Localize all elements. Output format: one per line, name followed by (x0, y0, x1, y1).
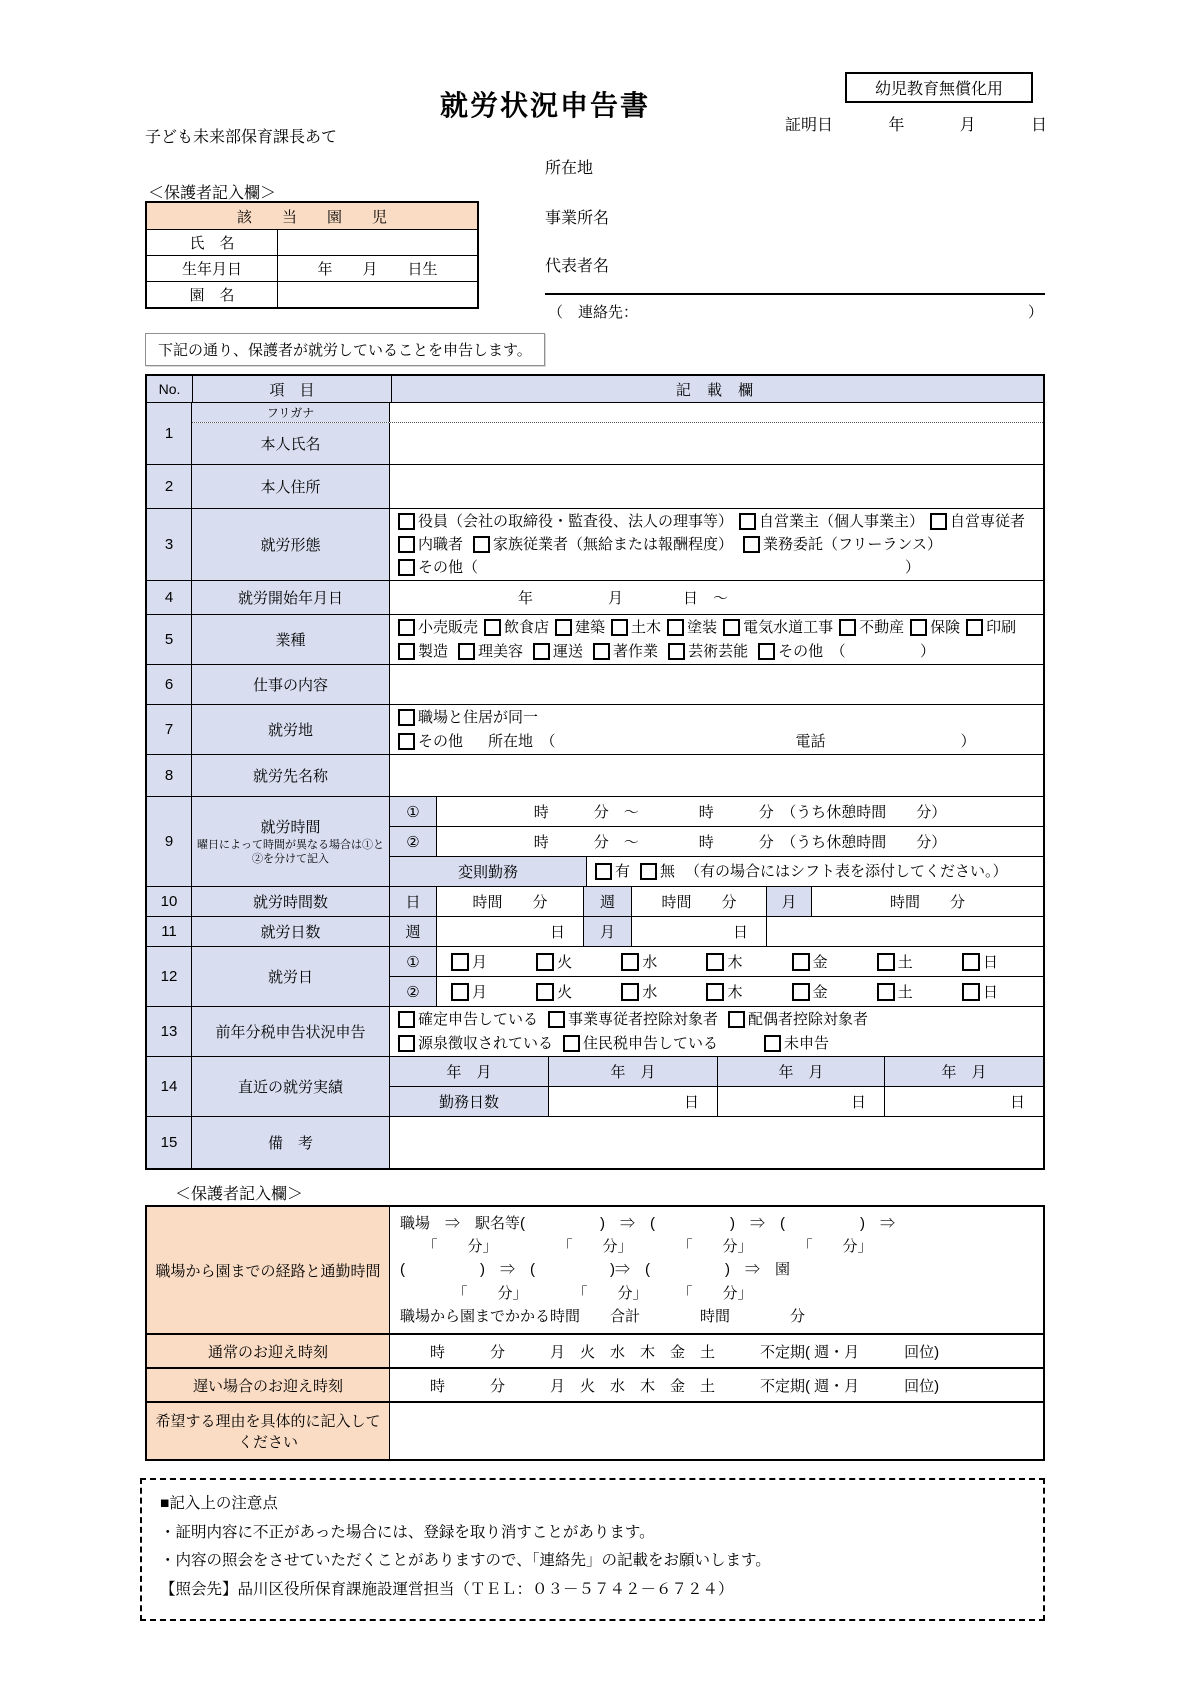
row-number: 15 (147, 1117, 192, 1168)
checkbox-label: 土 (897, 984, 913, 1001)
table-row-reason (147, 1401, 1043, 1459)
checkbox-option[interactable] (536, 981, 572, 1002)
checkbox-option[interactable] (667, 616, 717, 639)
route-line: 職場 ⇒ 駅名等( ) ⇒ ( ) ⇒ ( ) ⇒ (400, 1214, 895, 1232)
checkbox-icon[interactable] (962, 983, 980, 1001)
garden-name-input[interactable] (278, 282, 477, 307)
row-number: 2 (147, 465, 192, 508)
route-label: 職場から園までの経路と通勤時間 (147, 1207, 390, 1333)
checkbox-option[interactable] (739, 510, 924, 533)
checkbox-option[interactable] (555, 616, 605, 639)
workdays-checkboxes-2 (437, 977, 1043, 1006)
pickup-normal-input[interactable]: 時 分 月 火 水 木 金 土 不定期( 週・月 回位) (400, 1343, 940, 1361)
checkbox-label: 日 (982, 954, 998, 971)
checkbox-label: 役員（会社の取締役・監査役、法人の理事等） (418, 512, 734, 530)
cert-date-label: 証明日 (785, 117, 834, 134)
table-row-1 (147, 402, 1043, 464)
checkbox-option[interactable] (398, 706, 538, 729)
row-label: 仕事の内容 (192, 665, 390, 704)
circled-one-label: ① (390, 797, 437, 826)
checkbox-option[interactable] (764, 1032, 829, 1055)
row-number: 7 (147, 705, 192, 754)
row-number: 10 (147, 887, 192, 916)
checkbox-label: 自営業主（個人事業主） (759, 512, 925, 530)
recent-month-header-4[interactable]: 年 月 (885, 1057, 1043, 1086)
table-row-9 (147, 796, 1043, 886)
row-label: 就労形態 (192, 509, 390, 580)
checkbox-label: 金 (812, 954, 828, 971)
checkbox-line (398, 616, 1035, 639)
row-number: 11 (147, 917, 192, 946)
address-input[interactable] (390, 465, 1043, 508)
checkbox-icon[interactable] (792, 983, 810, 1001)
checkbox-icon[interactable] (548, 1011, 565, 1028)
checkbox-option[interactable] (728, 1008, 868, 1031)
row-label: 備 考 (192, 1117, 390, 1168)
checkbox-label: 芸術芸能 (688, 642, 749, 660)
checkbox-label: 確定申告している (418, 1011, 539, 1029)
checkbox-option[interactable] (621, 951, 657, 972)
addressee: 子ども未来部保育課長あて (145, 129, 338, 146)
cert-day-label: 日 (1030, 117, 1047, 134)
table-row-3 (147, 508, 1043, 580)
checkbox-option[interactable] (398, 640, 448, 663)
work-location-options (390, 705, 1043, 754)
checkbox-label: 事業専従者控除対象者 (568, 1011, 719, 1029)
checkbox-label: その他 (418, 732, 464, 750)
row-number: 8 (147, 755, 192, 796)
checkbox-label: 火 (557, 984, 573, 1001)
checkbox-label: 日 (982, 984, 998, 1001)
row-label: 本人氏名 (192, 423, 390, 464)
checkbox-icon[interactable] (764, 1035, 781, 1052)
checkbox-label: 月 (472, 984, 488, 1001)
checkbox-option[interactable] (621, 981, 657, 1002)
checkbox-label: 配偶者控除対象者 (748, 1011, 869, 1029)
checkbox-label: 未申告 (784, 1034, 830, 1052)
checkbox-icon[interactable] (792, 953, 810, 971)
checkbox-icon[interactable] (728, 1011, 745, 1028)
checkbox-label: 源泉徴収されている (418, 1034, 554, 1052)
child-name-label: 氏 名 (147, 230, 278, 255)
declaration-statement: 下記の通り、保護者が就労していることを申告します。 (145, 333, 545, 366)
route-line: 「 分」 「 分」 「 分」 「 分」 (400, 1238, 873, 1256)
checkbox-icon[interactable] (451, 983, 469, 1001)
route-line: 職場から園までかかる時間 合計 時間 分 (400, 1307, 806, 1325)
checkbox-option[interactable] (640, 860, 675, 883)
checkbox-option[interactable] (930, 510, 1025, 533)
checkbox-label: 金 (812, 984, 828, 1001)
table-row-15 (147, 1116, 1043, 1168)
checkbox-label: 製造 (418, 642, 449, 660)
row-label: 就労地 (192, 705, 390, 754)
checkbox-label: 飲食店 (504, 619, 550, 637)
close-paren: ） (904, 559, 920, 577)
col-entry-header: 記 載 欄 (675, 381, 760, 399)
row-label: 就労時間数 (192, 887, 390, 916)
checkbox-option[interactable] (563, 1032, 718, 1055)
notes-line: ・証明内容に不正があった場合には、登録を取り消すことがあります。 (160, 1523, 655, 1541)
checkbox-icon[interactable] (723, 619, 740, 636)
checkbox-option[interactable] (398, 730, 463, 753)
purpose-tag-box: 幼児教育無償化用 (845, 72, 1033, 103)
row-label: 就労日数 (192, 917, 390, 946)
close-paren: ） (919, 642, 935, 660)
furigana-label: フリガナ (192, 403, 390, 422)
row-number: 3 (147, 509, 192, 580)
checkbox-label: 水 (642, 984, 658, 1001)
checkbox-line (398, 533, 1035, 556)
checkbox-option[interactable] (706, 981, 742, 1002)
table-row-pickup-normal (147, 1333, 1043, 1367)
checkbox-label: 家族従業者（無給または報酬程度） (493, 535, 734, 553)
checkbox-line (398, 510, 1035, 533)
checkbox-label: 業務委託（フリーランス） (763, 535, 942, 553)
guardian-entry-heading-top: ＜保護者記入欄＞ (148, 185, 277, 202)
checkbox-icon[interactable] (458, 643, 475, 660)
child-birth-input[interactable]: 年 月 日生 (317, 261, 438, 278)
table-row-6 (147, 664, 1043, 704)
employment-type-options (390, 509, 1043, 580)
checkbox-label: 自営専従者 (950, 512, 1026, 530)
checkbox-icon[interactable] (536, 953, 554, 971)
checkbox-label: 小売販売 (418, 619, 479, 637)
checkbox-label: 著作業 (613, 642, 659, 660)
work-hours-input-2[interactable]: 時 分 ～ 時 分 （うち休憩時間 分） (533, 834, 947, 851)
table-row (147, 256, 477, 282)
checkbox-icon[interactable] (398, 1035, 415, 1052)
checkbox-option[interactable] (743, 533, 942, 556)
row-number: 12 (147, 947, 192, 1006)
notes-line: ・内容の照会をさせていただくことがありますので、「連絡先」の記載をお願いします。 (160, 1552, 771, 1570)
reason-label: 希望する理由を具体的に記入してください (147, 1403, 390, 1459)
name-input[interactable] (390, 423, 1043, 464)
checkbox-icon[interactable] (877, 983, 895, 1001)
checkbox-label: 木 (727, 954, 743, 971)
checkbox-icon[interactable] (743, 536, 760, 553)
checkbox-label: 月 (472, 954, 488, 971)
checkbox-option[interactable] (611, 616, 661, 639)
checkbox-option[interactable] (398, 616, 478, 639)
checkbox-label: 運送 (553, 642, 584, 660)
checkbox-icon[interactable] (398, 513, 415, 530)
checkbox-icon[interactable] (473, 536, 490, 553)
table-row-7 (147, 704, 1043, 754)
checkbox-line (398, 706, 1035, 729)
main-table (145, 374, 1045, 1170)
employer-location-label: 所在地 (545, 160, 594, 177)
checkbox-label: 理美容 (478, 642, 524, 660)
workdays-count-label: 勤務日数 (390, 1087, 549, 1116)
job-description-input[interactable] (390, 665, 1043, 704)
cert-year-label: 年 (888, 117, 905, 134)
contact-close-label: ） (1027, 304, 1043, 321)
checkbox-label: 木 (727, 984, 743, 1001)
irregular-shift-label: 変則勤務 (390, 857, 587, 886)
checkbox-icon[interactable] (910, 619, 927, 636)
checkbox-option[interactable] (723, 616, 833, 639)
industry-options (390, 615, 1043, 664)
row-label: 就労開始年月日 (192, 581, 390, 614)
workdays-count-input-2[interactable]: 日 (718, 1087, 885, 1116)
pickup-late-label: 遅い場合のお迎え時刻 (147, 1369, 390, 1401)
checkbox-icon[interactable] (640, 863, 657, 880)
checkbox-icon[interactable] (739, 513, 756, 530)
checkbox-option[interactable] (962, 951, 998, 972)
checkbox-option[interactable] (910, 616, 960, 639)
per-day-label: 日 (390, 887, 437, 916)
table-row (147, 230, 477, 256)
checkbox-option[interactable] (877, 951, 913, 972)
row-number: 14 (147, 1057, 192, 1116)
circled-one-label: ① (390, 947, 437, 976)
contact-open-label: （ 連絡先： (548, 304, 639, 321)
col-item-header: 項 目 (193, 376, 392, 402)
checkbox-label: 印刷 (986, 619, 1017, 637)
checkbox-label: 水 (642, 954, 658, 971)
table-row-2 (147, 464, 1043, 508)
child-birth-label: 生年月日 (147, 256, 278, 281)
table-row-route (147, 1207, 1043, 1333)
checkbox-label: 電気水道工事 (743, 619, 834, 637)
checkbox-option[interactable] (533, 640, 583, 663)
checkbox-label: 内職者 (418, 535, 464, 553)
checkbox-label: 住民税申告している (583, 1034, 719, 1052)
row-label: 直近の就労実績 (192, 1057, 390, 1116)
checkbox-icon[interactable] (966, 619, 983, 636)
checkbox-icon[interactable] (398, 619, 415, 636)
checkbox-option[interactable] (877, 981, 913, 1002)
checkbox-option[interactable] (839, 616, 904, 639)
checkbox-option[interactable] (473, 533, 733, 556)
checkbox-icon[interactable] (398, 559, 415, 576)
row-number: 6 (147, 665, 192, 704)
checkbox-option[interactable] (962, 981, 998, 1002)
row-number: 5 (147, 615, 192, 664)
row-number: 4 (147, 581, 192, 614)
checkbox-icon[interactable] (962, 953, 980, 971)
workdays-count-input-3[interactable]: 日 (1009, 1094, 1025, 1111)
route-line: 「 分」 「 分」 「 分」 (400, 1284, 753, 1302)
table-row-5 (147, 614, 1043, 664)
checkbox-option[interactable] (668, 640, 748, 663)
hours-per-month-input[interactable]: 時間 分 (889, 894, 965, 911)
checkbox-label: 不動産 (859, 619, 905, 637)
checkbox-option[interactable] (706, 951, 742, 972)
tax-declaration-options (390, 1007, 1043, 1056)
empty-cell (767, 917, 1043, 946)
table-row-12 (147, 946, 1043, 1006)
garden-name-label: 園 名 (147, 282, 278, 307)
notes-line: 【照会先】品川区役所保育課施設運営担当（ＴＥＬ：０３－５７４２－６７２４） (160, 1581, 734, 1599)
checkbox-line (398, 1032, 1035, 1055)
checkbox-label: 職場と住居が同一 (418, 709, 539, 727)
checkbox-option[interactable] (451, 981, 487, 1002)
checkbox-icon[interactable] (398, 643, 415, 660)
cert-month-label: 月 (959, 117, 976, 134)
checkbox-option[interactable] (451, 951, 487, 972)
checkbox-icon[interactable] (536, 983, 554, 1001)
notes-title: ■記入上の注意点 (160, 1495, 278, 1512)
circled-two-label: ② (390, 977, 437, 1006)
pickup-late-input[interactable]: 時 分 月 火 水 木 金 土 不定期( 週・月 回位) (400, 1377, 940, 1395)
col-no-header: No. (147, 376, 193, 402)
checkbox-label: 火 (557, 954, 573, 971)
table-row-14 (147, 1056, 1043, 1116)
route-line: ( ) ⇒ ( )⇒ ( ) ⇒ 園 (400, 1261, 790, 1279)
per-week-label: 週 (584, 887, 632, 916)
reason-input[interactable] (390, 1403, 1043, 1459)
checkbox-icon[interactable] (668, 643, 685, 660)
row-number: 1 (147, 403, 192, 464)
employer-office-label: 事業所名 (545, 210, 610, 227)
certification-date-row (785, 112, 1047, 135)
irregular-shift-options (587, 857, 1043, 886)
remarks-input[interactable] (390, 1117, 1043, 1168)
checkbox-icon[interactable] (563, 1035, 580, 1052)
start-date-input[interactable]: 年 月 日 ～ (398, 590, 729, 607)
checkbox-icon[interactable] (758, 643, 775, 660)
notes-box (140, 1478, 1045, 1621)
days-per-week-input[interactable]: 日 (437, 917, 584, 946)
checkbox-option[interactable] (398, 510, 733, 533)
form-title: 就労状況申告書 (439, 90, 650, 121)
checkbox-icon[interactable] (877, 953, 895, 971)
work-location-detail[interactable]: 所在地 （ 電話 ） (473, 732, 976, 750)
checkbox-option[interactable] (758, 640, 846, 663)
days-per-month-input[interactable]: 日 (632, 917, 767, 946)
checkbox-option[interactable] (966, 616, 1016, 639)
checkbox-option[interactable] (458, 640, 523, 663)
row-label-note: 曜日によって時間が異なる場合は①と②を分けて記入 (197, 839, 384, 865)
checkbox-label: 無 (660, 862, 676, 880)
main-table-header (147, 376, 1043, 402)
hours-per-week-input[interactable]: 時間 分 (632, 887, 767, 916)
signature-line (545, 293, 1045, 295)
child-name-input[interactable] (278, 230, 477, 255)
checkbox-option[interactable] (792, 951, 828, 972)
workdays-checkboxes-1 (437, 947, 1043, 976)
row-number: 13 (147, 1007, 192, 1056)
checkbox-icon[interactable] (484, 619, 501, 636)
checkbox-icon[interactable] (706, 953, 724, 971)
checkbox-icon[interactable] (593, 643, 610, 660)
child-table-header: 該 当 園 児 (147, 203, 477, 230)
row-label: 就労時間 (260, 819, 321, 837)
checkbox-icon[interactable] (621, 953, 639, 971)
checkbox-option[interactable] (398, 1008, 538, 1031)
checkbox-label: 土 (897, 954, 913, 971)
furigana-input[interactable] (390, 403, 1043, 422)
checkbox-line (398, 556, 1035, 579)
checkbox-label: 保険 (930, 619, 961, 637)
checkbox-icon[interactable] (839, 619, 856, 636)
route-input[interactable] (390, 1207, 1043, 1333)
table-row-13 (147, 1006, 1043, 1056)
checkbox-icon[interactable] (667, 619, 684, 636)
employer-name-input[interactable] (390, 755, 1043, 796)
table-row-pickup-late (147, 1367, 1043, 1401)
checkbox-icon[interactable] (451, 953, 469, 971)
contact-field[interactable] (548, 301, 1043, 322)
checkbox-line (398, 640, 1035, 663)
checkbox-option[interactable] (398, 556, 478, 579)
table-row (147, 282, 477, 307)
workdays-count-input-1[interactable]: 日 (549, 1087, 718, 1116)
checkbox-label: 土木 (631, 619, 662, 637)
checkbox-option[interactable] (484, 616, 549, 639)
recent-month-header-2[interactable]: 年 月 (549, 1057, 718, 1086)
pickup-normal-label: 通常のお迎え時刻 (147, 1335, 390, 1367)
checkbox-icon[interactable] (398, 709, 415, 726)
checkbox-label: 塗装 (687, 619, 718, 637)
table-row-4 (147, 580, 1043, 614)
circled-two-label: ② (390, 827, 437, 856)
checkbox-icon[interactable] (621, 983, 639, 1001)
table-row-11 (147, 916, 1043, 946)
per-week-label: 週 (390, 917, 437, 946)
checkbox-icon[interactable] (533, 643, 550, 660)
per-month-label: 月 (767, 887, 812, 916)
irregular-shift-note: （有の場合にはシフト表を添付してください。） (685, 862, 1008, 880)
checkbox-icon[interactable] (555, 619, 572, 636)
checkbox-option[interactable] (595, 860, 630, 883)
commute-table (145, 1205, 1045, 1461)
recent-month-header-1[interactable]: 年 月 (390, 1057, 549, 1086)
checkbox-icon[interactable] (398, 733, 415, 750)
checkbox-option[interactable] (398, 533, 463, 556)
table-row-8 (147, 754, 1043, 796)
checkbox-option[interactable] (536, 951, 572, 972)
checkbox-option[interactable] (548, 1008, 718, 1031)
row-label: 就労日 (192, 947, 390, 1006)
checkbox-label: その他 （ (778, 642, 846, 660)
checkbox-label: その他（ (418, 559, 479, 577)
checkbox-label: 建築 (575, 619, 606, 637)
checkbox-icon[interactable] (595, 863, 612, 880)
per-month-label: 月 (584, 917, 632, 946)
checkbox-line (398, 730, 1035, 753)
child-info-table (145, 201, 479, 309)
checkbox-icon[interactable] (398, 1011, 415, 1028)
checkbox-icon[interactable] (930, 513, 947, 530)
row-label-group (192, 797, 390, 886)
hours-per-day-input[interactable]: 時間 分 (437, 887, 584, 916)
employer-representative-label: 代表者名 (545, 258, 610, 275)
recent-month-header-3[interactable]: 年 月 (718, 1057, 885, 1086)
guardian-entry-heading-bottom: ＜保護者記入欄＞ (175, 1186, 304, 1203)
row-label: 就労先名称 (192, 755, 390, 796)
work-hours-input-1[interactable]: 時 分 ～ 時 分 （うち休憩時間 分） (533, 804, 947, 821)
row-label: 本人住所 (192, 465, 390, 508)
checkbox-label: 有 (615, 862, 631, 880)
checkbox-option[interactable] (593, 640, 658, 663)
checkbox-icon[interactable] (706, 983, 724, 1001)
row-label: 業種 (192, 615, 390, 664)
checkbox-option[interactable] (398, 1032, 553, 1055)
checkbox-line (398, 1008, 1035, 1031)
checkbox-icon[interactable] (398, 536, 415, 553)
row-number: 9 (147, 797, 192, 886)
row-label: 前年分税申告状況申告 (192, 1007, 390, 1056)
checkbox-icon[interactable] (611, 619, 628, 636)
checkbox-option[interactable] (792, 981, 828, 1002)
table-row-10 (147, 886, 1043, 916)
